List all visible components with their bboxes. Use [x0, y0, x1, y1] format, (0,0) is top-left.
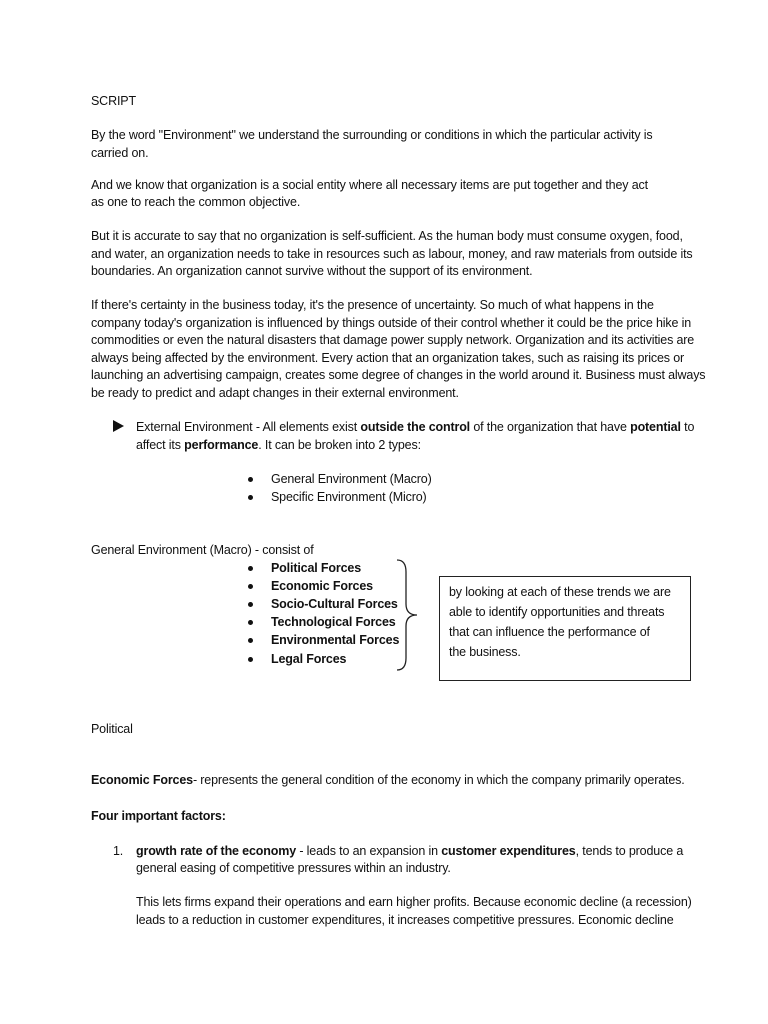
arrow-bullet-icon: [113, 420, 124, 432]
force-item: Environmental Forces: [271, 633, 400, 647]
note-line: by looking at each of these trends we are: [449, 585, 671, 599]
force-item: Technological Forces: [271, 615, 396, 629]
intro-p1-line1: By the word "Environment" we understand the surrounding or conditions in which the particular activity is: [91, 128, 653, 142]
intro-p3-line1: But it is accurate to say that no organization is self-sufficient. As the human body must consume oxygen, food,: [91, 229, 683, 243]
note-line: that can influence the performance of: [449, 625, 650, 639]
list-number: 1.: [113, 844, 124, 858]
bullet-icon: [248, 566, 253, 571]
intro-p4-line1: If there's certainty in the business today, it's the presence of uncertainty. So much of what happens in the: [91, 298, 654, 312]
factor-1-para-line2: leads to a reduction in customer expenditures, it increases competitive pressures. Economic decline: [136, 913, 674, 927]
type-item: General Environment (Macro): [271, 472, 432, 486]
bullet-icon: [248, 638, 253, 643]
external-environment-line2: affect its performance. It can be broken into 2 types:: [136, 438, 421, 452]
intro-p2-line2: as one to reach the common objective.: [91, 195, 301, 209]
external-environment-line1: External Environment - All elements exist outside the control of the organization that have potential to: [136, 420, 695, 434]
factor-1-para-line1: This lets firms expand their operations and earn higher profits. Because economic decline (a recession): [136, 895, 692, 909]
factor-1-line1: growth rate of the economy - leads to an expansion in customer expenditures, tends to produce a: [136, 844, 684, 858]
bullet-icon: [248, 495, 253, 500]
force-item: Socio-Cultural Forces: [271, 597, 398, 611]
bullet-icon: [248, 602, 253, 607]
bullet-icon: [248, 657, 253, 662]
note-line: able to identify opportunities and threats: [449, 605, 665, 619]
type-item: Specific Environment (Micro): [271, 490, 427, 504]
bullet-icon: [248, 620, 253, 625]
force-item: Legal Forces: [271, 652, 347, 666]
bullet-icon: [248, 477, 253, 482]
intro-p4-line2: company today's organization is influenced by things outside of their control whether it could be the price hike in: [91, 316, 692, 330]
intro-p2-line1: And we know that organization is a social entity where all necessary items are put together and they act: [91, 178, 648, 192]
intro-p4-line6: be ready to predict and adapt changes in their external environment.: [91, 386, 459, 400]
political-heading: Political: [91, 722, 133, 736]
intro-p4-line3: commodities or even the natural disasters that damage power supply network. Organization and its activities are: [91, 333, 695, 347]
intro-p4-line4: always being affected by the environment. Every action that an organization takes, such as raising its prices or: [91, 351, 685, 365]
economic-forces-line: Economic Forces- represents the general condition of the economy in which the company primarily operates.: [91, 773, 685, 787]
intro-p4-line5: launching an advertising campaign, creates some degree of changes in the world around it. Business must always: [91, 368, 706, 382]
general-environment-heading: General Environment (Macro) - consist of: [91, 543, 314, 557]
document-title: SCRIPT: [91, 94, 136, 108]
intro-p3-line2: and water, an organization needs to take in resources such as labour, money, and raw materials from outside its: [91, 247, 693, 261]
bullet-icon: [248, 584, 253, 589]
force-item: Political Forces: [271, 561, 361, 575]
right-brace-icon: [393, 558, 423, 673]
note-line: the business.: [449, 645, 521, 659]
force-item: Economic Forces: [271, 579, 373, 593]
factors-heading: Four important factors:: [91, 809, 226, 823]
factor-1-line2: general easing of competitive pressures within an industry.: [136, 861, 451, 875]
intro-p3-line3: boundaries. An organization cannot survive without the support of its environment.: [91, 264, 533, 278]
intro-p1-line2: carried on.: [91, 146, 149, 160]
